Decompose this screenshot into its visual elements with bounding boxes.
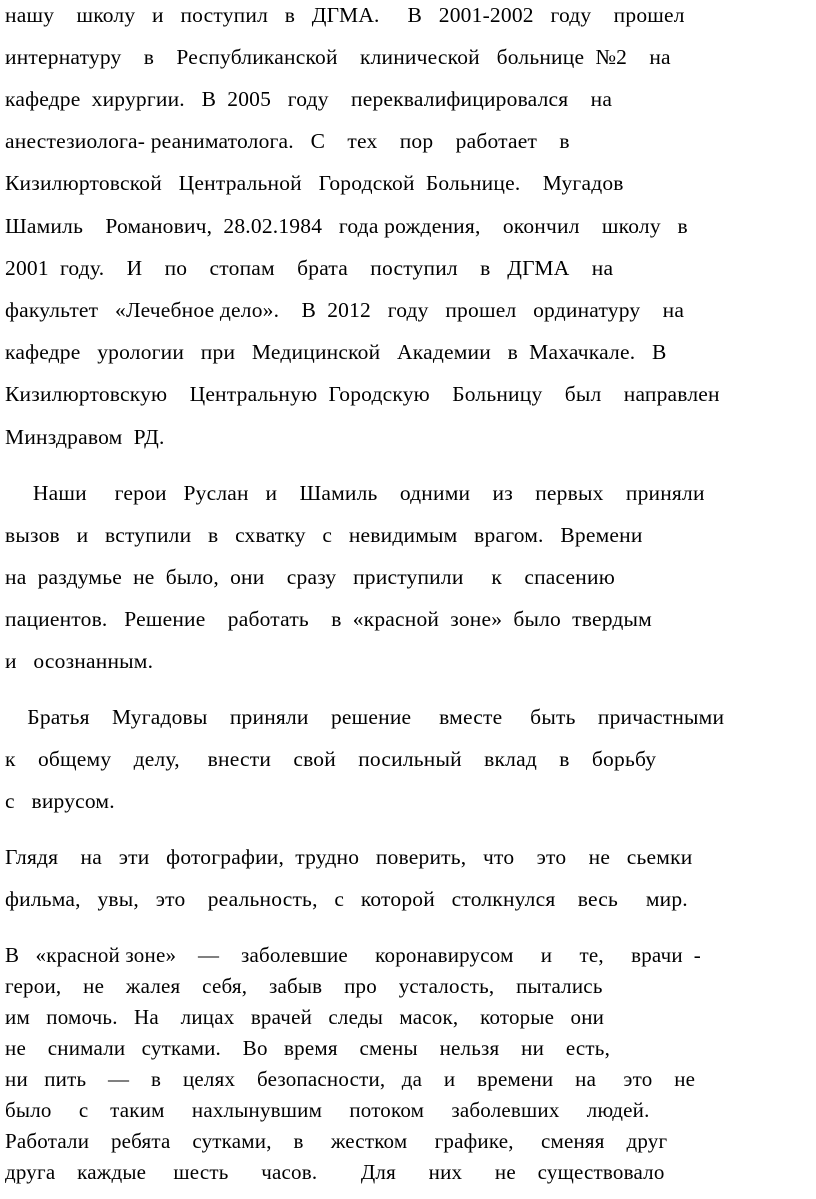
text-line: Минздравом РД. — [5, 425, 165, 449]
text-line: факультет «Лечебное дело». В 2012 году прошел ординатуру на — [5, 298, 685, 322]
text-line: и осознанным. — [5, 649, 154, 673]
text-line: было с таким нахлынувшим потоком заболевших людей. — [5, 1098, 650, 1122]
text-line: кафедре хирургии. В 2005 году переквалифицировался на — [5, 87, 613, 111]
text-line: с вирусом. — [5, 789, 115, 813]
text-line: им помочь. На лицах врачей следы масок, которые они — [5, 1005, 605, 1029]
text-line: пациентов. Решение работать в «красной зоне» было твердым — [5, 607, 652, 631]
text-line: 2001 году. И по стопам брата поступил в ДГМА на — [5, 256, 614, 280]
text-line: Кизилюртовской Центральной Городской Больнице. Мугадов — [5, 171, 624, 195]
text-line: к общему делу, внести свой посильный вклад в борьбу — [5, 747, 657, 771]
text-line: фильма, увы, это реальность, с которой столкнулся весь мир. — [5, 887, 688, 911]
text-line: интернатуру в Республиканской клинической больнице №2 на — [5, 45, 671, 69]
text-line: кафедре урологии при Медицинской Академии в Махачкале. В — [5, 340, 667, 364]
text-line: герои, не жалея себя, забыв про усталость, пытались — [5, 974, 603, 998]
text-line: на раздумье не было, они сразу приступили к спасению — [5, 565, 615, 589]
text-line: Кизилюртовскую Центральную Городскую Больницу был направлен — [5, 382, 720, 406]
text-line: Наши герои Руслан и Шамиль одними из первых приняли — [5, 481, 705, 505]
text-line: анестезиолога- реаниматолога. С тех пор работает в — [5, 129, 570, 153]
text-line: Глядя на эти фотографии, трудно поверить, что это не сьемки — [5, 845, 693, 869]
text-line: не снимали сутками. Во время смены нельзя ни есть, — [5, 1036, 611, 1060]
text-line: Работали ребята сутками, в жестком графике, сменяя друг — [5, 1129, 668, 1153]
text-line: В «красной зоне» — заболевшие коронавирусом и те, врачи - — [5, 943, 701, 967]
text-line: друга каждые шесть часов. Для них не существовало — [5, 1160, 665, 1184]
text-line: нашу школу и поступил в ДГМА. В 2001-2002 году прошел — [5, 3, 685, 27]
text-line: ни пить — в целях безопасности, да и времени на это не — [5, 1067, 696, 1091]
text-line: Братья Мугадовы приняли решение вместе быть причастными — [5, 705, 725, 729]
text-line: вызов и вступили в схватку с невидимым врагом. Времени — [5, 523, 643, 547]
text-line: Шамиль Романович, 28.02.1984 года рождения, окончил школу в — [5, 214, 688, 238]
